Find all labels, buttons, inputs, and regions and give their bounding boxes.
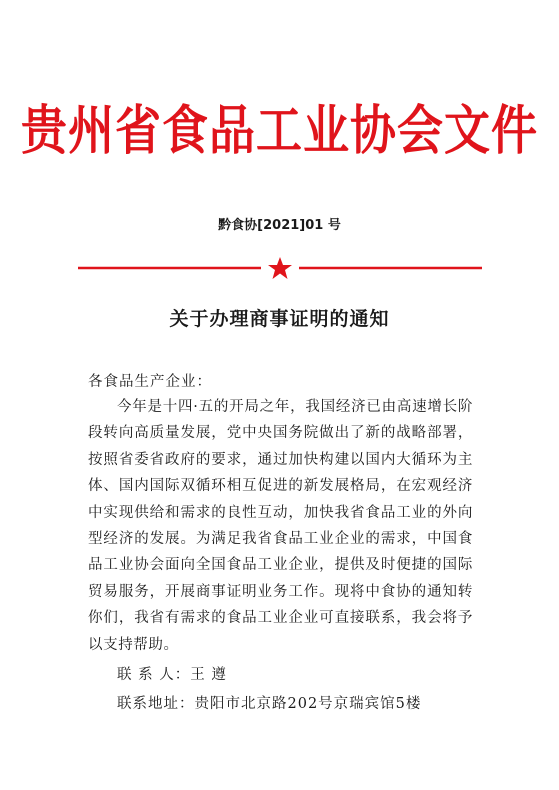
salutation: 各食品生产企业： [88, 374, 212, 390]
star-icon [268, 257, 292, 279]
notice-title: 关于办理商事证明的通知 [169, 308, 390, 330]
document-header-title: 贵州省食品工业协会文件 [21, 98, 538, 162]
notice-body: 今年是十四·五的开局之年，我国经济已由高速增长阶段转向高质量发展，党中央国务院做出了新的战略部署，按照省委省政府的要求，通过加快构建以国内大循环为主体、国内国际双循环相互促进的新发展格局，在宏观经济中实现供给和需求的良性互动，加快我省食品工业的外向型经济的发展。为满足我省食品工业企业的需求，中国食品工业协会面向全国食品工业企业，提供及时便捷的国际贸易服务，开展商事证明业务工作。现将中食协的通知转你们，我省有需求的食品工业企业可直接联系，我会将予以支持帮助。 [88, 399, 473, 653]
contact-person: 联 系 人：王 遵 [117, 667, 227, 683]
contact-address: 联系地址：贵阳市北京路202号京瑞宾馆5楼 [117, 696, 422, 712]
red-divider-with-star [78, 256, 482, 280]
document-number: 黔食协[2021]01 号 [218, 218, 341, 233]
